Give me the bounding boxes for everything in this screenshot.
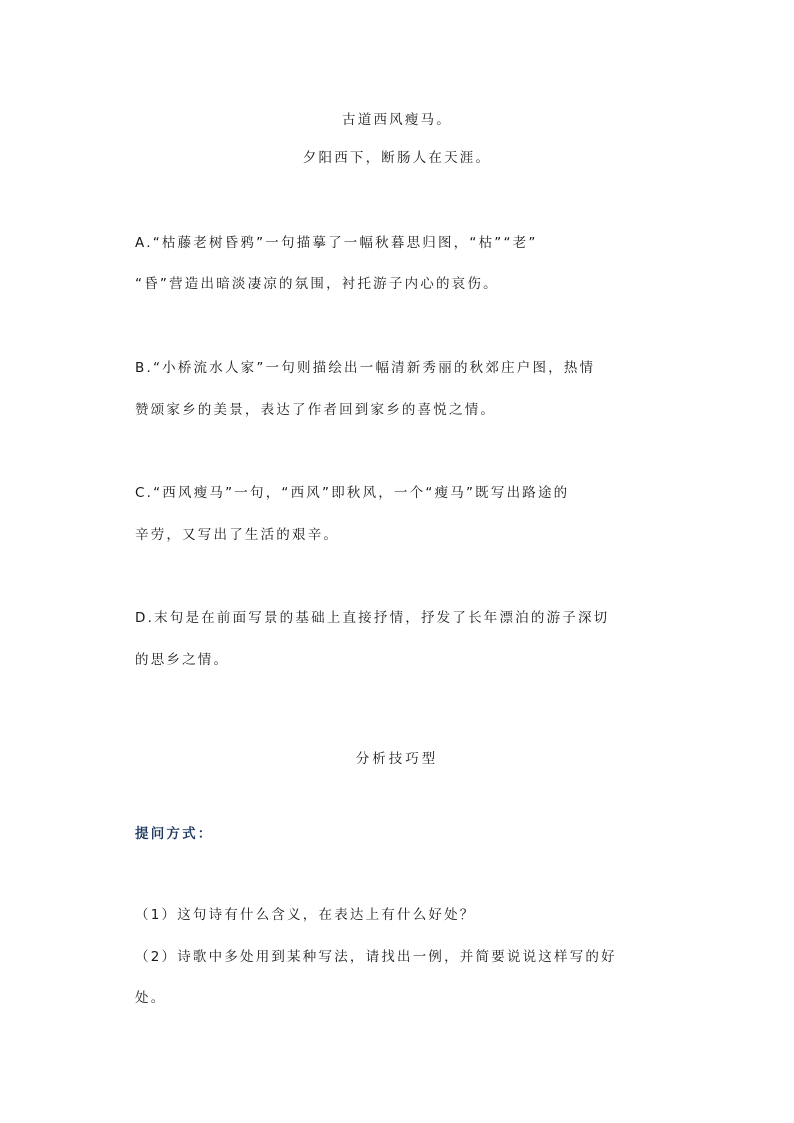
poem-line-2: 夕阳西下，断肠人在天涯。 xyxy=(302,150,492,166)
poem-line-1: 古道西风瘦马。 xyxy=(342,112,452,128)
question-1: （1）这句诗有什么含义，在表达上有什么好处？ xyxy=(135,907,476,923)
question-2-line-1: （2）诗歌中多处用到某种写法，请找出一例，并简要说说这样写的好 xyxy=(135,949,617,965)
option-d-line-1: D.末句是在前面写景的基础上直接抒情，抒发了长年漂泊的游子深切 xyxy=(135,610,610,626)
option-c-line-2: 辛劳，又写出了生活的艰辛。 xyxy=(135,527,340,543)
question-2-line-2: 处。 xyxy=(135,990,167,1006)
option-c-line-1: C.“西风瘦马”一句，“西风”即秋风，一个“瘦马”既写出路途的 xyxy=(135,485,570,501)
option-a-line-1: A.“枯藤老树昏鸦”一句描摹了一幅秋暮思归图，“枯”“老” xyxy=(135,235,538,251)
option-b-line-1: B.“小桥流水人家”一句则描绘出一幅清新秀丽的秋郊庄户图，热情 xyxy=(135,360,596,376)
option-a-line-2: “昏”营造出暗淡凄凉的氛围，衬托游子内心的哀伤。 xyxy=(135,276,499,292)
section-title: 分析技巧型 xyxy=(355,751,439,767)
option-b-line-2: 赞颂家乡的美景，表达了作者回到家乡的喜悦之情。 xyxy=(135,402,497,418)
question-heading: 提问方式： xyxy=(135,826,214,842)
option-d-line-2: 的思乡之情。 xyxy=(135,652,230,668)
